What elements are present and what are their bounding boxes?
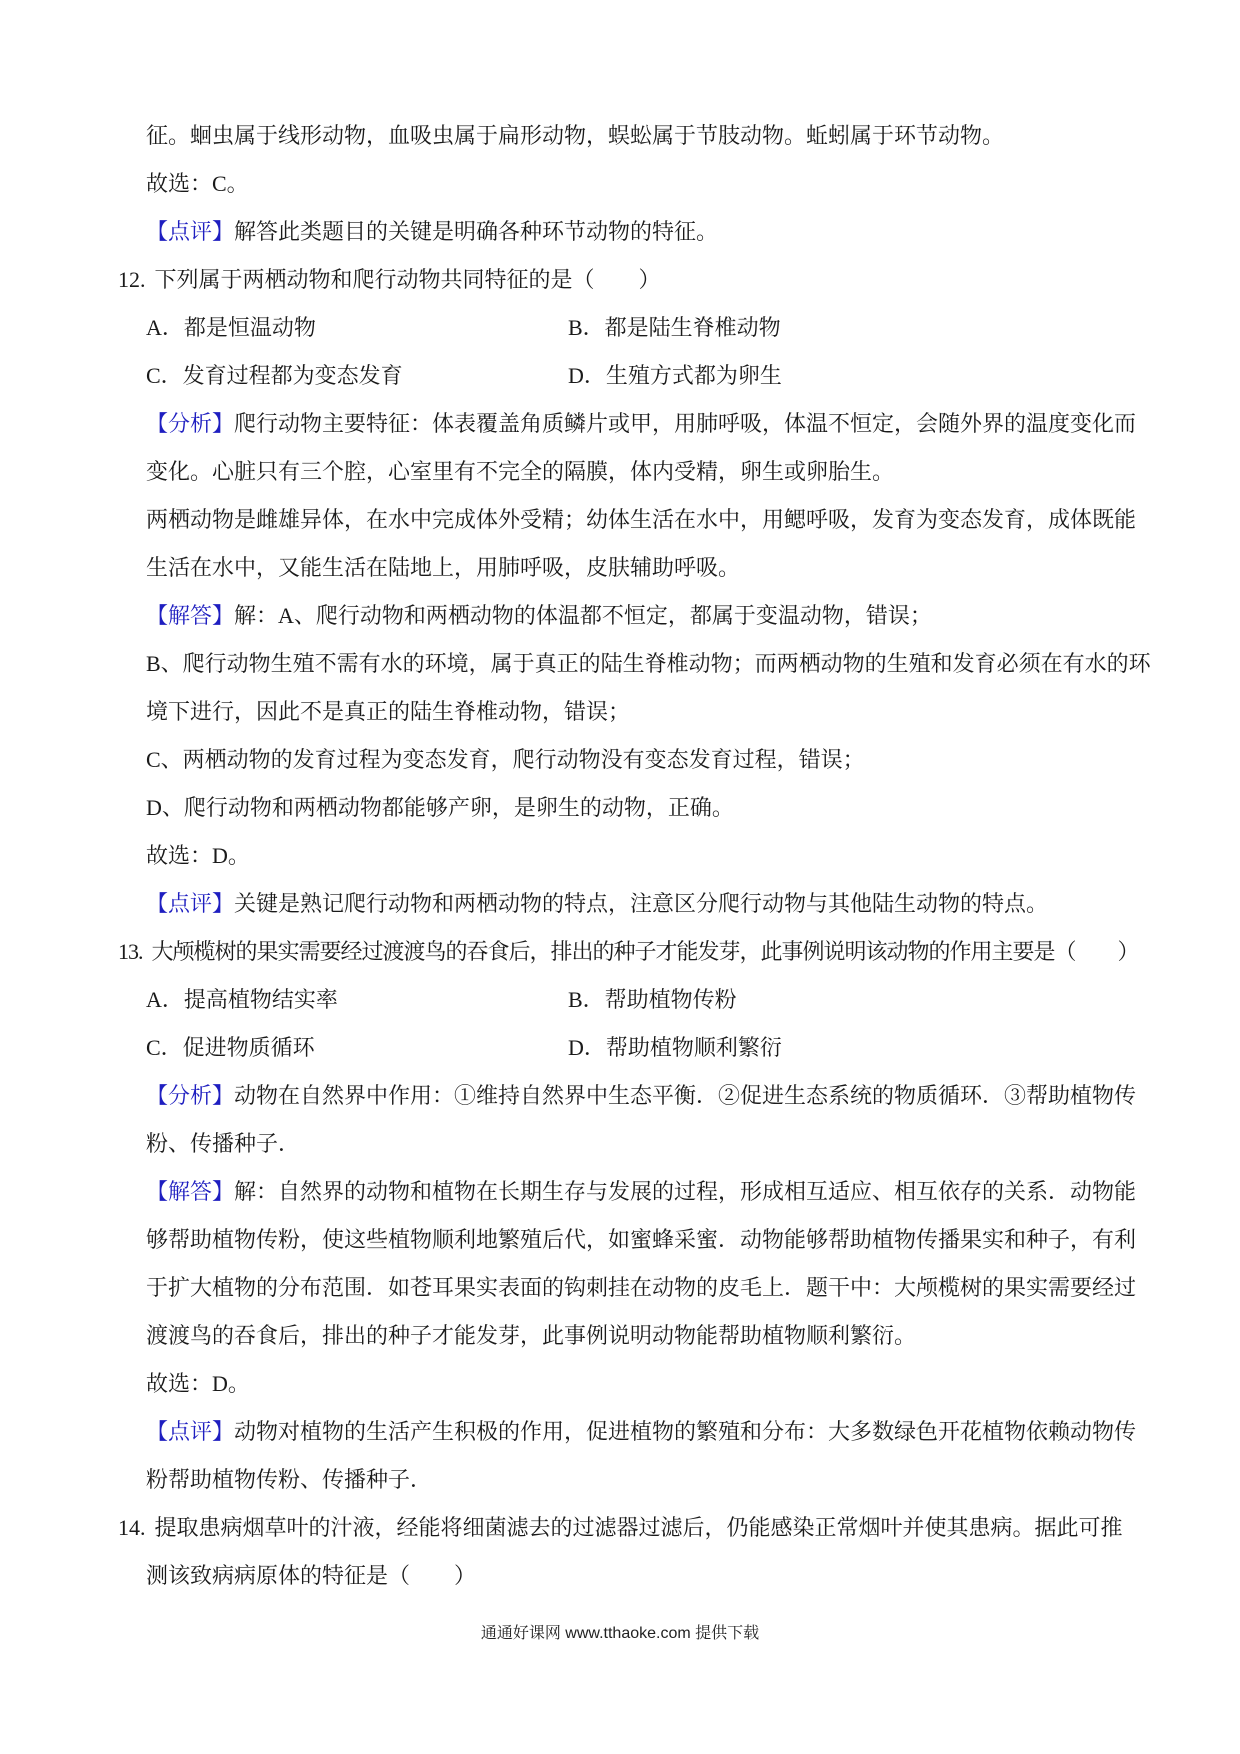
option-a: A．都是恒温动物 (146, 315, 316, 340)
comment-label: 【点评】 (146, 1419, 235, 1444)
q13-analysis-line (0, 1120, 1240, 1168)
q13-comment-line (0, 1456, 1240, 1504)
analysis-text: 变化。心脏只有三个腔，心室里有不完全的隔膜，体内受精，卵生或卵胎生。 (146, 459, 895, 484)
page-footer (0, 1622, 1240, 1646)
question-stem: 测该致病病原体的特征是（ ） (146, 1563, 477, 1588)
body-text: 故选：C。 (146, 171, 249, 196)
q12-option-row (0, 352, 1240, 400)
q12-analysis-line (0, 400, 1240, 448)
q14-stem-line (0, 1552, 1240, 1600)
q11-answer-line (0, 160, 1240, 208)
q12-option-row (0, 304, 1240, 352)
q12-comment-line (0, 880, 1240, 928)
q13-comment-line (0, 1408, 1240, 1456)
option-a: A．提高植物结实率 (146, 987, 338, 1012)
question-stem: 提取患病烟草叶的汁液，经能将细菌滤去的过滤器过滤后，仍能感染正常烟叶并使其患病。据此可推 (154, 1515, 1123, 1540)
q12-answer-line (0, 640, 1240, 688)
answer-text: 境下进行，因此不是真正的陆生脊椎动物，错误； (146, 699, 631, 724)
q13-option-row (0, 976, 1240, 1024)
answer-label: 【解答】 (146, 1179, 235, 1204)
option-d: D．生殖方式都为卵生 (568, 363, 782, 388)
q12-answer-line (0, 736, 1240, 784)
q13-option-row (0, 1024, 1240, 1072)
q13-answer-line (0, 1264, 1240, 1312)
answer-text: 故选：D。 (146, 843, 250, 868)
answer-text: 于扩大植物的分布范围．如苍耳果实表面的钩刺挂在动物的皮毛上．题干中：大颅榄树的果实需要经过 (146, 1275, 1137, 1300)
analysis-text: 粉、传播种子． (146, 1131, 301, 1156)
answer-text: D、爬行动物和两栖动物都能够产卵，是卵生的动物，正确。 (146, 795, 734, 820)
q12-answer-line (0, 592, 1240, 640)
q12-answer-line (0, 784, 1240, 832)
analysis-text: 动物在自然界中作用：①维持自然界中生态平衡．②促进生态系统的物质循环．③帮助植物传 (234, 1083, 1137, 1108)
option-d: D．帮助植物顺利繁衍 (568, 1035, 782, 1060)
question-stem: 下列属于两栖动物和爬行动物共同特征的是（ ） (154, 267, 661, 292)
q13-answer-line (0, 1360, 1240, 1408)
q13-stem-line (0, 928, 1240, 976)
question-stem: 大颅榄树的果实需要经过渡渡鸟的吞食后，排出的种子才能发芽，此事例说明该动物的作用主要是（ ） (151, 939, 1139, 964)
q13-answer-line (0, 1312, 1240, 1360)
answer-text: 够帮助植物传粉，使这些植物顺利地繁殖后代，如蜜蜂采蜜．动物能够帮助植物传播果实和种子，有利 (146, 1227, 1137, 1252)
q12-analysis-line (0, 544, 1240, 592)
body-text: 征。蛔虫属于线形动物，血吸虫属于扁形动物，蜈蚣属于节肢动物。蚯蚓属于环节动物。 (146, 123, 1005, 148)
option-b: B．都是陆生脊椎动物 (568, 315, 781, 340)
answer-text: 解：A、爬行动物和两栖动物的体温都不恒定，都属于变温动物，错误； (234, 603, 932, 628)
question-number: 14. (118, 1515, 146, 1540)
comment-text: 关键是熟记爬行动物和两栖动物的特点，注意区分爬行动物与其他陆生动物的特点。 (234, 891, 1049, 916)
option-c: C．发育过程都为变态发育 (146, 363, 403, 388)
q13-answer-line (0, 1216, 1240, 1264)
option-b: B．帮助植物传粉 (568, 987, 737, 1012)
comment-text: 动物对植物的生活产生积极的作用，促进植物的繁殖和分布：大多数绿色开花植物依赖动物传 (234, 1419, 1137, 1444)
q14-stem-line (0, 1504, 1240, 1552)
question-number: 12. (118, 267, 146, 292)
answer-text: B、爬行动物生殖不需有水的环境，属于真正的陆生脊椎动物；而两栖动物的生殖和发育必须在有水的环 (146, 651, 1151, 676)
comment-label: 【点评】 (146, 219, 235, 244)
analysis-label: 【分析】 (146, 411, 235, 436)
q11-explain-wrap-line (0, 112, 1240, 160)
q12-analysis-line (0, 496, 1240, 544)
analysis-text: 爬行动物主要特征：体表覆盖角质鳞片或甲，用肺呼吸，体温不恒定，会随外界的温度变化而 (234, 411, 1137, 436)
q13-answer-line (0, 1168, 1240, 1216)
q12-answer-line (0, 688, 1240, 736)
q12-analysis-line (0, 448, 1240, 496)
question-number: 13. (118, 939, 143, 964)
q11-comment-line (0, 208, 1240, 256)
answer-text: 解：自然界的动物和植物在长期生存与发展的过程，形成相互适应、相互依存的关系．动物能 (234, 1179, 1137, 1204)
analysis-text: 两栖动物是雌雄异体，在水中完成体外受精；幼体生活在水中，用鳃呼吸，发育为变态发育，成体既能 (146, 507, 1137, 532)
q13-analysis-line (0, 1072, 1240, 1120)
option-c: C．促进物质循环 (146, 1035, 315, 1060)
answer-text: 故选：D。 (146, 1371, 250, 1396)
answer-text: 渡渡鸟的吞食后，排出的种子才能发芽，此事例说明动物能帮助植物顺利繁衍。 (146, 1323, 917, 1348)
answer-label: 【解答】 (146, 603, 235, 628)
analysis-label: 【分析】 (146, 1083, 235, 1108)
comment-text: 粉帮助植物传粉、传播种子． (146, 1467, 433, 1492)
analysis-text: 生活在水中，又能生活在陆地上，用肺呼吸，皮肤辅助呼吸。 (146, 555, 741, 580)
comment-text: 解答此类题目的关键是明确各种环节动物的特征。 (234, 219, 719, 244)
answer-text: C、两栖动物的发育过程为变态发育，爬行动物没有变态发育过程，错误； (146, 747, 865, 772)
q12-answer-line (0, 832, 1240, 880)
q12-stem-line (0, 256, 1240, 304)
footer-text: 通通好课网 www.tthaoke.com 提供下载 (480, 1625, 760, 1642)
comment-label: 【点评】 (146, 891, 235, 916)
